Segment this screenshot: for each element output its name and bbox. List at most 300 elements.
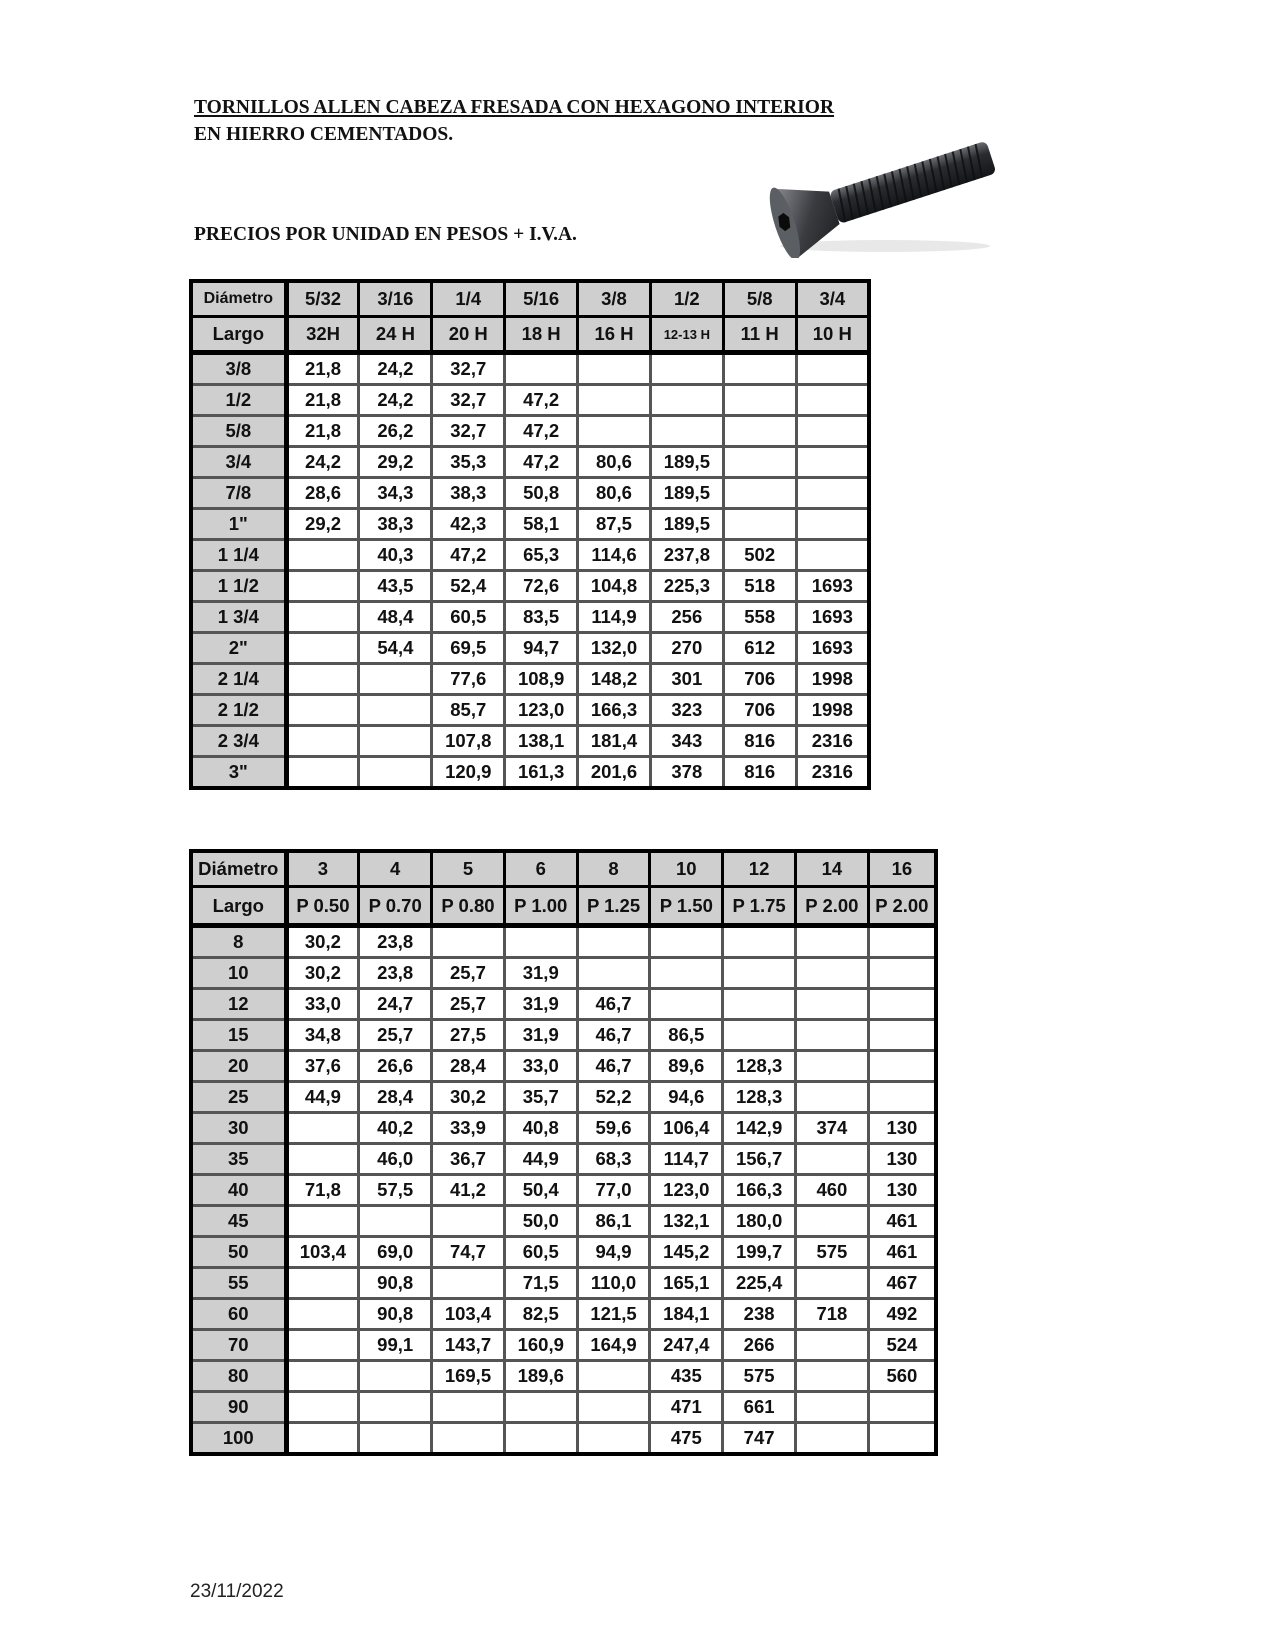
price-cell: 65,3 (505, 540, 578, 571)
table-row (191, 1144, 936, 1175)
price-cell: 467 (868, 1268, 936, 1299)
price-cell: 2316 (796, 757, 869, 789)
largo-cell: 12 (191, 989, 286, 1020)
price-cell (868, 1020, 936, 1051)
inch-price-table (189, 279, 871, 790)
thread-header-row (191, 887, 936, 926)
price-cell (650, 989, 723, 1020)
largo-cell: 1" (191, 509, 286, 540)
price-cell (723, 958, 796, 989)
price-cell: 50,8 (505, 478, 578, 509)
price-cell: 46,7 (577, 1020, 650, 1051)
table-row (191, 602, 869, 633)
price-cell: 40,8 (504, 1113, 577, 1144)
price-cell (286, 757, 359, 789)
price-cell (286, 664, 359, 695)
price-cell: 747 (723, 1423, 796, 1455)
price-cell: 82,5 (504, 1299, 577, 1330)
table-row (191, 989, 936, 1020)
diameter-header-row (191, 281, 869, 317)
thread-header-cell: 10 H (796, 317, 869, 353)
price-cell: 475 (650, 1423, 723, 1455)
price-cell: 77,0 (577, 1175, 650, 1206)
price-cell (795, 1268, 868, 1299)
largo-cell: 35 (191, 1144, 286, 1175)
price-cell (795, 1051, 868, 1082)
price-cell (868, 926, 936, 958)
price-cell: 59,6 (577, 1113, 650, 1144)
price-cell (577, 1361, 650, 1392)
price-cell: 83,5 (505, 602, 578, 633)
price-cell: 90,8 (359, 1299, 432, 1330)
price-cell: 225,4 (723, 1268, 796, 1299)
price-cell: 266 (723, 1330, 796, 1361)
table-row (191, 571, 869, 602)
price-cell: 28,4 (432, 1051, 505, 1082)
price-cell: 89,6 (650, 1051, 723, 1082)
price-cell: 343 (650, 726, 723, 757)
thread-header-cell: P 0.70 (359, 887, 432, 926)
price-cell: 48,4 (359, 602, 432, 633)
price-cell: 166,3 (578, 695, 651, 726)
price-cell (578, 385, 651, 416)
price-cell (795, 1392, 868, 1423)
largo-cell: 15 (191, 1020, 286, 1051)
diameter-header-cell: 3/8 (578, 281, 651, 317)
price-cell (795, 958, 868, 989)
thread-header-row (191, 317, 869, 353)
price-cell: 30,2 (286, 926, 359, 958)
price-cell (432, 1423, 505, 1455)
price-cell (359, 1361, 432, 1392)
diameter-label: Diámetro (191, 281, 286, 317)
price-cell: 26,2 (359, 416, 432, 447)
diameter-header-cell: 1/4 (432, 281, 505, 317)
price-cell: 34,8 (286, 1020, 359, 1051)
largo-cell: 2 3/4 (191, 726, 286, 757)
largo-cell: 8 (191, 926, 286, 958)
price-cell (359, 726, 432, 757)
largo-label: Largo (191, 887, 286, 926)
price-cell (795, 1423, 868, 1455)
largo-cell: 25 (191, 1082, 286, 1113)
price-cell: 54,4 (359, 633, 432, 664)
largo-cell: 1 3/4 (191, 602, 286, 633)
price-cell: 33,0 (286, 989, 359, 1020)
price-cell (578, 353, 651, 385)
thread-header-cell: 32H (286, 317, 359, 353)
price-cell: 31,9 (504, 989, 577, 1020)
price-cell: 138,1 (505, 726, 578, 757)
price-cell: 110,0 (577, 1268, 650, 1299)
price-cell: 114,6 (578, 540, 651, 571)
price-cell (359, 1423, 432, 1455)
thread-header-cell: 16 H (578, 317, 651, 353)
price-cell (650, 926, 723, 958)
largo-cell: 40 (191, 1175, 286, 1206)
price-cell (796, 447, 869, 478)
table-row (191, 1361, 936, 1392)
price-cell (795, 1361, 868, 1392)
price-cell: 50,4 (504, 1175, 577, 1206)
price-cell: 35,7 (504, 1082, 577, 1113)
price-cell: 69,0 (359, 1237, 432, 1268)
price-cell: 24,2 (359, 353, 432, 385)
price-cell: 33,0 (504, 1051, 577, 1082)
price-cell: 706 (723, 695, 796, 726)
price-cell (796, 416, 869, 447)
table-row (191, 1392, 936, 1423)
price-cell: 87,5 (578, 509, 651, 540)
price-cell (796, 478, 869, 509)
price-cell: 180,0 (723, 1206, 796, 1237)
price-cell: 132,1 (650, 1206, 723, 1237)
table-row (191, 695, 869, 726)
price-cell: 114,9 (578, 602, 651, 633)
price-cell (723, 509, 796, 540)
price-cell: 27,5 (432, 1020, 505, 1051)
price-cell: 106,4 (650, 1113, 723, 1144)
price-cell: 181,4 (578, 726, 651, 757)
price-cell: 128,3 (723, 1082, 796, 1113)
price-cell: 44,9 (504, 1144, 577, 1175)
metric-price-table (189, 849, 938, 1456)
price-cell (868, 1392, 936, 1423)
price-cell (286, 726, 359, 757)
price-cell: 123,0 (650, 1175, 723, 1206)
price-cell: 28,4 (359, 1082, 432, 1113)
price-cell: 661 (723, 1392, 796, 1423)
price-cell (795, 989, 868, 1020)
title-line-2: EN HIERRO CEMENTADOS. (194, 124, 454, 145)
price-cell: 35,3 (432, 447, 505, 478)
price-cell (286, 1206, 359, 1237)
price-cell (286, 633, 359, 664)
price-cell: 21,8 (286, 353, 359, 385)
price-cell: 560 (868, 1361, 936, 1392)
price-cell (795, 1144, 868, 1175)
diameter-header-cell: 5 (432, 851, 505, 887)
thread-header-cell: 12-13 H (650, 317, 723, 353)
price-cell: 108,9 (505, 664, 578, 695)
diameter-header-cell: 1/2 (650, 281, 723, 317)
price-cell (286, 1330, 359, 1361)
price-cell: 225,3 (650, 571, 723, 602)
thread-header-cell: P 0.80 (432, 887, 505, 926)
largo-cell: 2" (191, 633, 286, 664)
largo-cell: 45 (191, 1206, 286, 1237)
price-cell (723, 416, 796, 447)
price-cell (577, 926, 650, 958)
price-cell: 130 (868, 1144, 936, 1175)
largo-cell: 2 1/2 (191, 695, 286, 726)
price-cell (359, 1206, 432, 1237)
price-cell: 32,7 (432, 353, 505, 385)
diameter-header-cell: 10 (650, 851, 723, 887)
price-cell (359, 695, 432, 726)
table-row (191, 1423, 936, 1455)
price-cell (796, 353, 869, 385)
price-cell: 270 (650, 633, 723, 664)
price-cell: 23,8 (359, 958, 432, 989)
largo-cell: 1/2 (191, 385, 286, 416)
price-cell (868, 989, 936, 1020)
price-cell (286, 571, 359, 602)
price-cell: 184,1 (650, 1299, 723, 1330)
price-cell: 58,1 (505, 509, 578, 540)
price-cell: 38,3 (359, 509, 432, 540)
table-row (191, 447, 869, 478)
price-cell (723, 926, 796, 958)
largo-cell: 30 (191, 1113, 286, 1144)
price-cell: 43,5 (359, 571, 432, 602)
diameter-header-cell: 8 (577, 851, 650, 887)
price-cell (868, 1082, 936, 1113)
largo-cell: 100 (191, 1423, 286, 1455)
price-cell: 24,2 (286, 447, 359, 478)
price-cell: 47,2 (505, 416, 578, 447)
diameter-header-cell: 12 (723, 851, 796, 887)
price-cell (650, 385, 723, 416)
price-cell (723, 447, 796, 478)
price-cell: 71,8 (286, 1175, 359, 1206)
price-cell: 130 (868, 1175, 936, 1206)
price-cell (432, 926, 505, 958)
price-cell: 706 (723, 664, 796, 695)
screw-image (760, 128, 1005, 258)
price-cell: 121,5 (577, 1299, 650, 1330)
price-cell: 77,6 (432, 664, 505, 695)
largo-cell: 5/8 (191, 416, 286, 447)
largo-cell: 3/8 (191, 353, 286, 385)
price-cell: 575 (795, 1237, 868, 1268)
price-cell: 816 (723, 757, 796, 789)
table-row (191, 757, 869, 789)
price-cell: 40,2 (359, 1113, 432, 1144)
price-cell: 120,9 (432, 757, 505, 789)
price-cell: 518 (723, 571, 796, 602)
table-row (191, 1175, 936, 1206)
largo-cell: 3/4 (191, 447, 286, 478)
price-cell (432, 1206, 505, 1237)
price-cell: 72,6 (505, 571, 578, 602)
price-cell: 1693 (796, 602, 869, 633)
table-row (191, 478, 869, 509)
price-cell (359, 1392, 432, 1423)
price-cell: 238 (723, 1299, 796, 1330)
price-cell (286, 1392, 359, 1423)
price-cell (504, 1423, 577, 1455)
price-cell: 166,3 (723, 1175, 796, 1206)
price-cell (504, 1392, 577, 1423)
price-cell: 189,5 (650, 509, 723, 540)
price-cell: 718 (795, 1299, 868, 1330)
price-cell: 378 (650, 757, 723, 789)
price-cell: 161,3 (505, 757, 578, 789)
price-cell: 25,7 (432, 989, 505, 1020)
table-row (191, 958, 936, 989)
price-cell: 94,6 (650, 1082, 723, 1113)
price-cell: 130 (868, 1113, 936, 1144)
table-row (191, 664, 869, 695)
price-cell: 68,3 (577, 1144, 650, 1175)
price-cell: 103,4 (286, 1237, 359, 1268)
price-cell: 32,7 (432, 416, 505, 447)
price-cell: 69,5 (432, 633, 505, 664)
diameter-header-row (191, 851, 936, 887)
price-cell: 189,5 (650, 447, 723, 478)
price-cell (723, 385, 796, 416)
thread-header-cell: P 1.25 (577, 887, 650, 926)
price-cell: 189,6 (504, 1361, 577, 1392)
price-cell: 57,5 (359, 1175, 432, 1206)
diameter-label: Diámetro (191, 851, 286, 887)
price-cell (577, 958, 650, 989)
price-cell: 21,8 (286, 416, 359, 447)
diameter-header-cell: 3 (286, 851, 359, 887)
diameter-header-cell: 6 (504, 851, 577, 887)
diameter-header-cell: 5/8 (723, 281, 796, 317)
price-cell: 31,9 (504, 1020, 577, 1051)
price-cell: 30,2 (286, 958, 359, 989)
price-cell: 40,3 (359, 540, 432, 571)
price-cell: 25,7 (359, 1020, 432, 1051)
price-cell: 558 (723, 602, 796, 633)
price-cell: 94,9 (577, 1237, 650, 1268)
price-cell: 86,1 (577, 1206, 650, 1237)
largo-cell: 3" (191, 757, 286, 789)
table-row (191, 385, 869, 416)
price-cell: 1998 (796, 664, 869, 695)
price-cell: 142,9 (723, 1113, 796, 1144)
table-row (191, 1330, 936, 1361)
price-cell: 460 (795, 1175, 868, 1206)
largo-cell: 70 (191, 1330, 286, 1361)
price-cell (286, 1113, 359, 1144)
price-cell (868, 958, 936, 989)
price-cell: 46,7 (577, 989, 650, 1020)
price-cell (796, 509, 869, 540)
price-cell (505, 353, 578, 385)
price-subtitle: PRECIOS POR UNIDAD EN PESOS + I.V.A. (194, 224, 577, 245)
price-cell: 26,6 (359, 1051, 432, 1082)
diameter-header-cell: 5/16 (505, 281, 578, 317)
largo-cell: 55 (191, 1268, 286, 1299)
price-cell: 201,6 (578, 757, 651, 789)
price-cell (286, 1299, 359, 1330)
price-cell: 189,5 (650, 478, 723, 509)
price-cell: 44,9 (286, 1082, 359, 1113)
price-cell: 47,2 (505, 447, 578, 478)
largo-cell: 20 (191, 1051, 286, 1082)
largo-cell: 90 (191, 1392, 286, 1423)
price-cell: 114,7 (650, 1144, 723, 1175)
table-row (191, 926, 936, 958)
thread-header-cell: 20 H (432, 317, 505, 353)
price-cell: 74,7 (432, 1237, 505, 1268)
price-cell: 99,1 (359, 1330, 432, 1361)
price-cell: 29,2 (359, 447, 432, 478)
price-cell (868, 1423, 936, 1455)
price-cell: 301 (650, 664, 723, 695)
price-cell: 323 (650, 695, 723, 726)
price-cell: 47,2 (505, 385, 578, 416)
price-cell: 90,8 (359, 1268, 432, 1299)
largo-cell: 1 1/4 (191, 540, 286, 571)
price-cell (796, 385, 869, 416)
price-cell: 33,9 (432, 1113, 505, 1144)
price-cell: 502 (723, 540, 796, 571)
price-cell: 52,4 (432, 571, 505, 602)
largo-cell: 10 (191, 958, 286, 989)
price-cell (723, 353, 796, 385)
price-cell (795, 1020, 868, 1051)
price-cell (432, 1392, 505, 1423)
price-cell: 816 (723, 726, 796, 757)
price-cell: 165,1 (650, 1268, 723, 1299)
price-cell: 24,2 (359, 385, 432, 416)
price-cell: 1693 (796, 571, 869, 602)
price-cell: 237,8 (650, 540, 723, 571)
table-row (191, 1206, 936, 1237)
price-cell: 71,5 (504, 1268, 577, 1299)
price-cell (723, 1020, 796, 1051)
thread-header-cell: P 0.50 (286, 887, 359, 926)
price-cell: 50,0 (504, 1206, 577, 1237)
price-cell: 2316 (796, 726, 869, 757)
price-cell: 47,2 (432, 540, 505, 571)
thread-header-cell: P 1.75 (723, 887, 796, 926)
largo-cell: 60 (191, 1299, 286, 1330)
price-cell: 160,9 (504, 1330, 577, 1361)
price-cell (796, 540, 869, 571)
price-cell: 94,7 (505, 633, 578, 664)
price-cell (578, 416, 651, 447)
document-title (194, 94, 834, 148)
price-cell: 256 (650, 602, 723, 633)
price-cell: 37,6 (286, 1051, 359, 1082)
price-cell: 123,0 (505, 695, 578, 726)
price-cell (723, 989, 796, 1020)
price-cell: 435 (650, 1361, 723, 1392)
price-cell (286, 1361, 359, 1392)
price-cell: 461 (868, 1206, 936, 1237)
price-cell: 107,8 (432, 726, 505, 757)
table-row (191, 1237, 936, 1268)
table-row (191, 540, 869, 571)
price-cell: 28,6 (286, 478, 359, 509)
price-cell: 36,7 (432, 1144, 505, 1175)
price-cell: 32,7 (432, 385, 505, 416)
price-cell (286, 695, 359, 726)
diameter-header-cell: 3/16 (359, 281, 432, 317)
diameter-header-cell: 3/4 (796, 281, 869, 317)
largo-cell: 80 (191, 1361, 286, 1392)
thread-header-cell: 24 H (359, 317, 432, 353)
price-cell (577, 1423, 650, 1455)
price-cell (286, 1144, 359, 1175)
price-cell: 38,3 (432, 478, 505, 509)
price-cell: 46,0 (359, 1144, 432, 1175)
document-date: 23/11/2022 (190, 1581, 284, 1602)
price-cell: 85,7 (432, 695, 505, 726)
largo-cell: 50 (191, 1237, 286, 1268)
price-cell: 60,5 (504, 1237, 577, 1268)
thread-header-cell: P 1.00 (504, 887, 577, 926)
price-cell (286, 602, 359, 633)
table-row (191, 633, 869, 664)
price-cell: 247,4 (650, 1330, 723, 1361)
